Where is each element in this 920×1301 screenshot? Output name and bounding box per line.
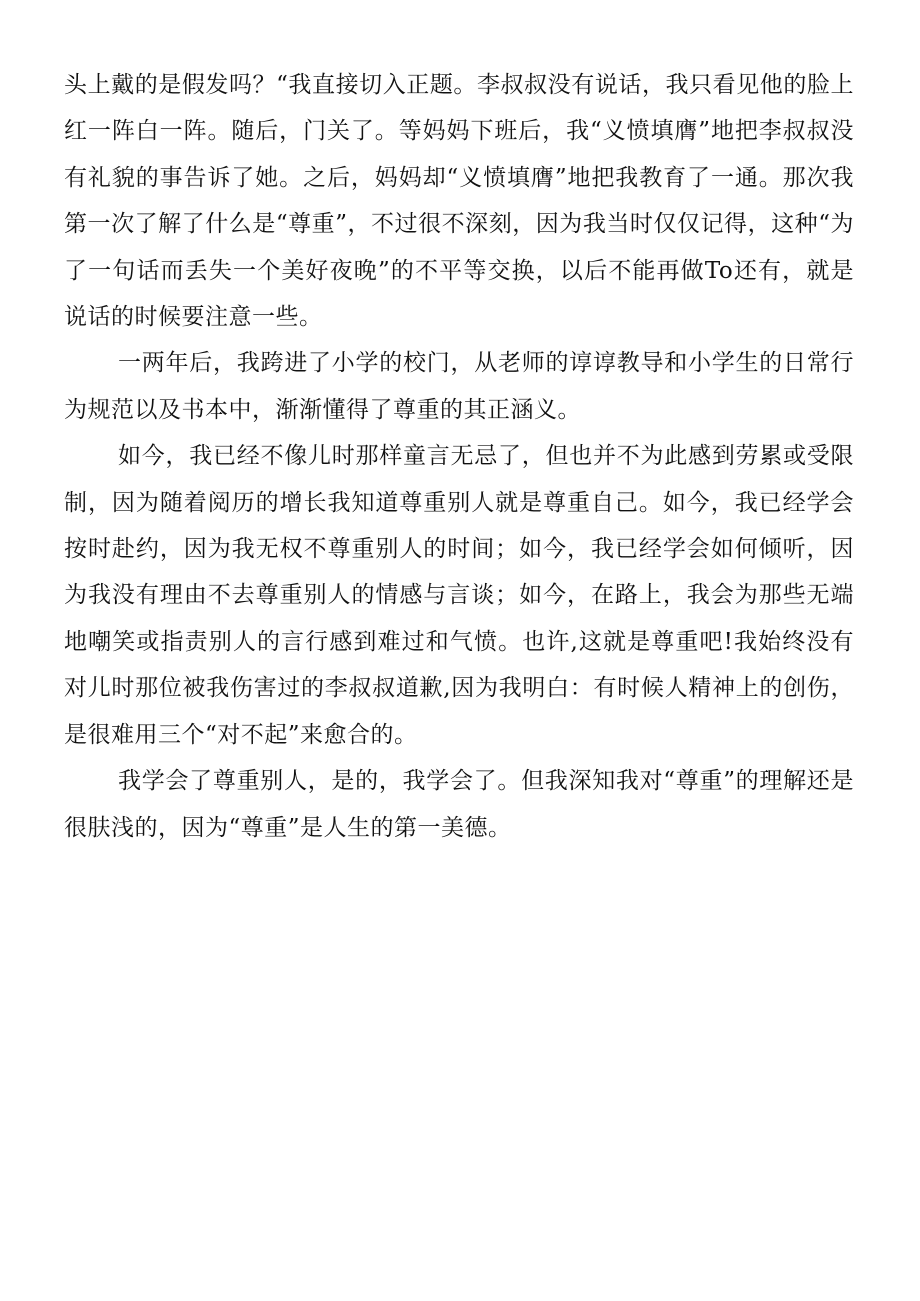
document-page xyxy=(64,62,854,851)
paragraph-2: 一两年后，我跨进了小学的校门，从老师的谆谆教导和小学生的日常行为规范以及书本中，渐渐懂得了尊重的其正涵义。 xyxy=(64,350,854,423)
paragraph-1: 头上戴的是假发吗？“我直接切入正题。李叔叔没有说话，我只看见他的脸上红一阵白一阵。随后，门关了。等妈妈下班后，我“义愤填膺”地把李叔叔没有礼貌的事告诉了她。之后，妈妈却“义愤填膺”地把我教育了一通。那次我第一次了解了什么是“尊重”，不过很不深刻，因为我当时仅仅记得，这种“为了一句话而丢失一个美好夜晚”的不平等交换，以后不能再做To还有，就是说话的时候要注意一些。 xyxy=(64,72,854,331)
paragraph-3: 如今，我已经不像儿时那样童言无忌了，但也并不为此感到劳累或受限制，因为随着阅历的增长我知道尊重别人就是尊重自己。如今，我已经学会按时赴约，因为我无权不尊重别人的时间；如今，我已经学会如何倾听，因为我没有理由不去尊重别人的情感与言谈；如今，在路上，我会为那些无端地嘲笑或指责别人的言行感到难过和气愤。也许,这就是尊重吧!我始终没有对儿时那位被我伤害过的李叔叔道歉,因为我明白：有时候人精神上的创伤，是很难用三个“对不起”来愈合的。 xyxy=(64,443,854,748)
paragraph-4: 我学会了尊重别人，是的，我学会了。但我深知我对“尊重”的理解还是很肤浅的，因为“尊重”是人生的第一美德。 xyxy=(64,768,854,841)
